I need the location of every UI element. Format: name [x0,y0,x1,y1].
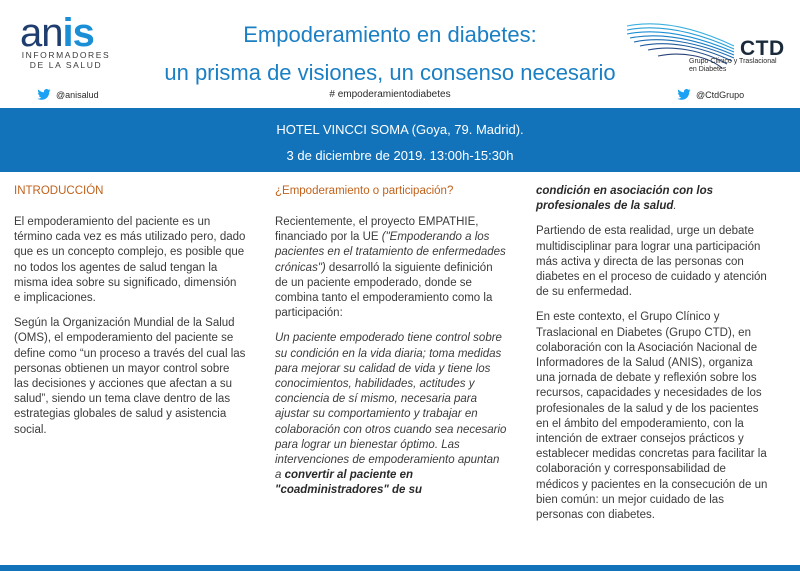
ctd-logo-waves-icon [622,18,742,88]
column-empoderamiento [275,184,507,509]
anis-logo [20,11,120,70]
intro-paragraph-1: El empoderamiento del paciente es un término cada vez es más utilizado pero, dado que es un concepto complejo, es posible que no todos los agentes de salud tengan la misma idea sobre su significado, dimensión e implicaciones. [14,216,246,305]
anis-logo-is: is [62,11,94,55]
hashtag[interactable]: # empoderamientodiabetes [329,89,451,100]
twitter-handle-ctd-label: @CtdGrupo [696,89,745,100]
twitter-bird-icon [37,89,51,100]
event-info-band [0,108,800,172]
definition-quote-text: Un paciente empoderado tiene control sobre su condición en la vida diaria; toma medidas para mejorar su calidad de vida y tiene los conocimientos, habilidades, actitudes y conciencia de sí mismo, necesaria para ajustar su comportamiento y trabajar en colaboración con otros cuando sea necesario para lograr un bienestar óptimo. Las intervenciones de empoderamiento apuntan a [275,332,507,482]
twitter-handle-ctd[interactable] [677,89,744,100]
empathie-paragraph [275,215,507,321]
twitter-bird-icon [677,89,691,100]
twitter-handle-anis[interactable] [37,89,99,100]
empathie-paragraph-text-end: desarrolló la siguiente definición de un paciente empoderado, donde se combina tanto el empoderamiento como la participación: [275,261,493,320]
intro-paragraph-2: Según la Organización Mundial de la Salud (OMS), el empoderamiento del paciente se define como “un proceso a través del cual las personas obtienen un mayor control sobre las decisiones y acciones que afectan a su salud”, siendo un tema clave dentro de las estrategias globales de salud y asistencia social. [14,317,246,436]
empathie-paragraph-text: Recientemente, el proyecto EMPATHIE, financiado por la UE [275,216,479,244]
context-paragraph-2: En este contexto, el Grupo Clínico y Traslacional en Diabetes (Grupo CTD), en colaboración con la Asociación Nacional de Informadores de la Salud (ANIS), organiza una jornada de debate y reflexión sobre los recursos, capacidades y necesidades de los profesionales de la salud y de los pacientes en el ámbito del empoderamiento, con la intención de extraer consejos prácticos y establecer medidas concretas para facilitar la colaboración y corresponsabilidad de médicos y pacientes en la consecución de un bien común: un mejor cuidado de las personas con diabetes. [536,311,768,522]
column-introduccion [14,184,246,448]
page-title-line1: Empoderamiento en diabetes: [243,22,537,47]
header [0,0,800,108]
twitter-handle-anis-label: @anisalud [56,89,99,100]
ctd-logo-subtitle-line2: en Diabetes [689,66,727,73]
definition-quote-continuation [536,184,768,214]
ctd-logo-subtitle-line1: Grupo Clínico y Traslacional [689,58,777,65]
event-date: 3 de diciembre de 2019. 13:00h-15:30h [286,148,514,163]
anis-logo-subtitle [20,50,112,70]
ctd-logo [622,18,792,88]
ctd-logo-subtitle [689,58,789,74]
definition-quote [275,331,507,498]
definition-quote-bold-cont: condición en asociación con los profesionales de la salud [536,185,714,213]
definition-quote-end: . [673,200,677,213]
event-venue: HOTEL VINCCI SOMA (Goya, 79. Madrid). [276,122,524,137]
section-heading-introduccion: INTRODUCCIÓN [14,185,104,197]
empathie-paragraph-italic: ("Empoderando a los pacientes en el tratamiento de enfermedades crónicas") [275,231,506,274]
footer-bar [0,565,800,571]
section-heading-empoderamiento: ¿Empoderamiento o participación? [275,185,454,197]
anis-logo-subtitle-line2: DE LA SALUD [29,60,103,70]
page-title-line2: un prisma de visiones, un consenso necesario [164,60,616,85]
ctd-logo-name: CTD [740,37,785,60]
context-paragraph-1: Partiendo de esta realidad, urge un debate multidisciplinar para lograr una participación más activa y directa de las personas con diabetes en el proceso de cuidado y atención de su enfermedad. [536,225,767,299]
anis-logo-an: an [20,11,63,55]
column-contexto [536,184,768,533]
definition-quote-bold: convertir al paciente en "coadministradores" de su [275,469,423,497]
anis-logo-subtitle-line1: INFORMADORES [21,50,111,60]
